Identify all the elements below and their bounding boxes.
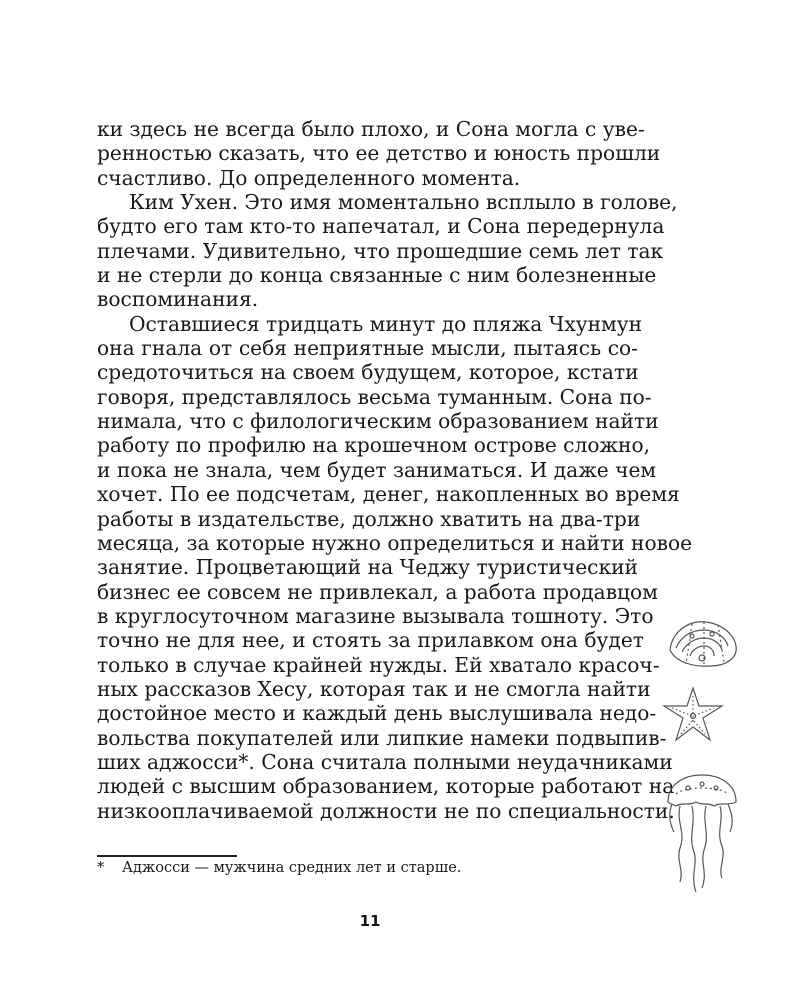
text-line: и не стерли до конца связанные с ним болезненные [97,263,657,288]
seashell-icon [662,612,742,672]
text-line: работы в издательстве, должно хватить на два-три [97,506,641,531]
text-line: плечами. Удивительно, что прошедшие семь лет так [97,238,664,263]
text-line: она гнала от себя неприятные мысли, пытаясь со- [97,336,638,361]
text-line: будто его там кто-то напечатал, и Сона передернула [97,214,665,239]
body-text [97,117,693,823]
text-line: воспоминания. [97,287,259,312]
text-line: бизнес ее совсем не привлекал, а работа продавцом [97,579,658,604]
text-line: месяца, за которые нужно определиться и найти новое [97,530,693,555]
footnote-mark: * [97,860,105,876]
footnote-text: Аджосси — мужчина средних лет и старше. [122,860,462,876]
text-line: счастливо. До определенного момента. [97,165,521,190]
text-line: достойное место и каждый день выслушивала недо- [97,701,657,726]
text-line: ных рассказов Хесу, которая так и не смогла найти [97,676,651,701]
text-line: и пока не знала, чем будет заниматься. И даже чем [97,457,657,482]
text-line: хочет. По ее подсчетам, денег, накопленных во время [97,482,680,507]
text-line: говоря, представлялось весьма туманным. Сона по- [97,384,652,409]
text-line: средоточиться на своем будущем, которое, кстати [97,360,639,385]
text-line: ших аджосси*. Сона считала полными неудачниками [97,749,673,774]
text-line: только в случае крайней нужды. Ей хватало красоч- [97,652,660,677]
jellyfish-icon [662,772,742,896]
starfish-icon [658,684,728,746]
text-line: Ким Ухен. Это имя моментально всплыло в голове, [129,190,678,215]
text-line: точно не для нее, и стоять за прилавком она будет [97,628,644,653]
text-line: в круглосуточном магазине вызывала тошноту. Это [97,603,654,628]
text-line: занятие. Процветающий на Чеджу туристический [97,555,638,580]
text-line: работу по профилю на крошечном острове сложно, [97,433,651,458]
text-line: низкооплачиваемой должности не по специальности. [97,798,675,823]
footnote-divider [97,855,237,857]
text-line: нимала, что с филологическим образованием найти [97,409,659,434]
text-line: вольства покупателей или липкие намеки подвыпив- [97,725,667,750]
text-line: ки здесь не всегда было плохо, и Сона могла с уве- [97,117,645,141]
text-line: людей с высшим образованием, которые работают на [97,774,675,799]
page-number: 11 [359,912,381,930]
text-line: Оставшиеся тридцать минут до пляжа Чхунмун [129,311,643,336]
footnote [97,860,638,876]
text-line: ренностью сказать, что ее детство и юность прошли [97,141,661,166]
